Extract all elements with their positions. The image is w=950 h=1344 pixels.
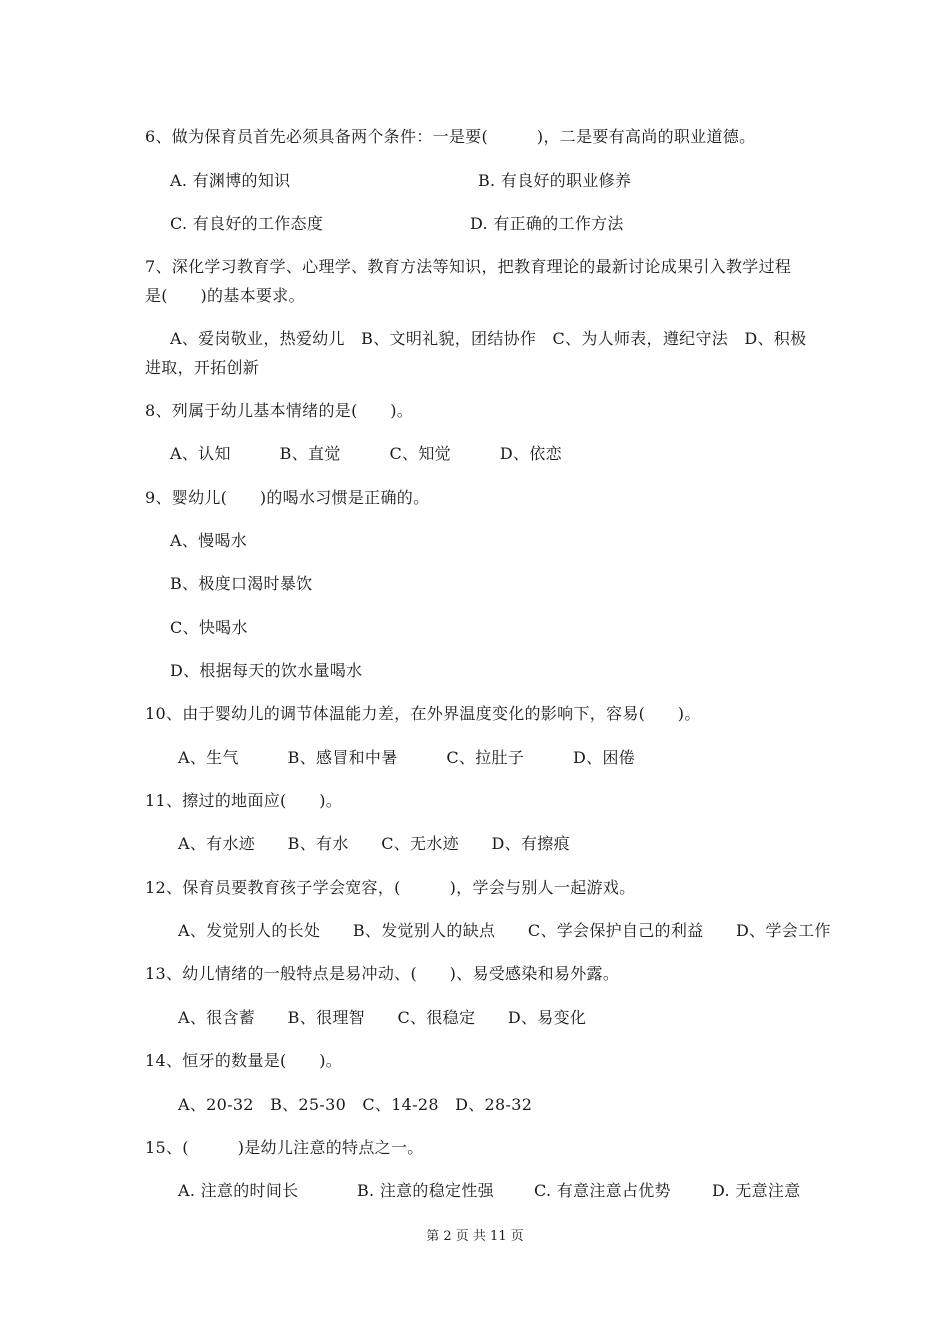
- question-14-stem: 14、恒牙的数量是( )。: [145, 1051, 343, 1070]
- question-15-option-c: C. 有意注意占优势: [534, 1181, 671, 1200]
- question-13-stem: 13、幼儿情绪的一般特点是易冲动、( )、易受感染和易外露。: [145, 964, 620, 983]
- question-12-stem: 12、保育员要教育孩子学会宽容，( )，学会与别人一起游戏。: [145, 878, 636, 897]
- question-15-stem: 15、( )是幼儿注意的特点之一。: [145, 1138, 424, 1157]
- question-6-option-b: B. 有良好的职业修养: [478, 171, 632, 190]
- question-9-option-c: C、快喝水: [170, 618, 248, 637]
- question-8-stem: 8、列属于幼儿基本情绪的是( )。: [145, 401, 414, 420]
- question-13-options: A、很含蓄 B、很理智 C、很稳定 D、易变化: [178, 1008, 587, 1027]
- question-9-option-b: B、极度口渴时暴饮: [170, 574, 313, 593]
- question-15-option-d: D. 无意注意: [712, 1181, 801, 1200]
- question-7-stem-line-2: 是( )的基本要求。: [145, 286, 305, 305]
- question-7-options-line-1: A、爱岗敬业，热爱幼儿 B、文明礼貌，团结协作 C、为人师表，遵纪守法 D、积极: [170, 329, 807, 348]
- question-11-stem: 11、擦过的地面应( )。: [145, 791, 343, 810]
- question-7-stem-line-1: 7、深化学习教育学、心理学、教育方法等知识，把教育理论的最新讨论成果引入教学过程: [145, 257, 792, 276]
- question-6-option-d: D. 有正确的工作方法: [470, 214, 624, 233]
- question-10-options: A、生气 B、感冒和中暑 C、拉肚子 D、困倦: [178, 748, 636, 767]
- question-15-option-b: B. 注意的稳定性强: [357, 1181, 494, 1200]
- question-12-options: A、发觉别人的长处 B、发觉别人的缺点 C、学会保护自己的利益 D、学会工作: [178, 921, 831, 940]
- page-number-footer: 第 2 页 共 11 页: [426, 1229, 524, 1244]
- question-15-option-a: A. 注意的时间长: [178, 1181, 299, 1200]
- question-9-stem: 9、婴幼儿( )的喝水习惯是正确的。: [145, 488, 430, 507]
- question-9-option-a: A、慢喝水: [170, 531, 248, 550]
- question-10-stem: 10、由于婴幼儿的调节体温能力差，在外界温度变化的影响下，容易( )。: [145, 704, 701, 723]
- question-14-options: A、20-32 B、25-30 C、14-28 D、28-32: [178, 1095, 533, 1114]
- question-7-options-line-2: 进取，开拓创新: [145, 358, 260, 377]
- question-9-option-d: D、根据每天的饮水量喝水: [170, 661, 363, 680]
- question-6-stem: 6、做为保育员首先必须具备两个条件：一是要( )，二是要有高尚的职业道德。: [145, 127, 756, 146]
- question-6-option-a: A. 有渊博的知识: [170, 171, 291, 190]
- question-11-options: A、有水迹 B、有水 C、无水迹 D、有擦痕: [178, 834, 570, 853]
- question-8-options: A、认知 B、直觉 C、知觉 D、依恋: [170, 444, 562, 463]
- question-6-option-c: C. 有良好的工作态度: [170, 214, 324, 233]
